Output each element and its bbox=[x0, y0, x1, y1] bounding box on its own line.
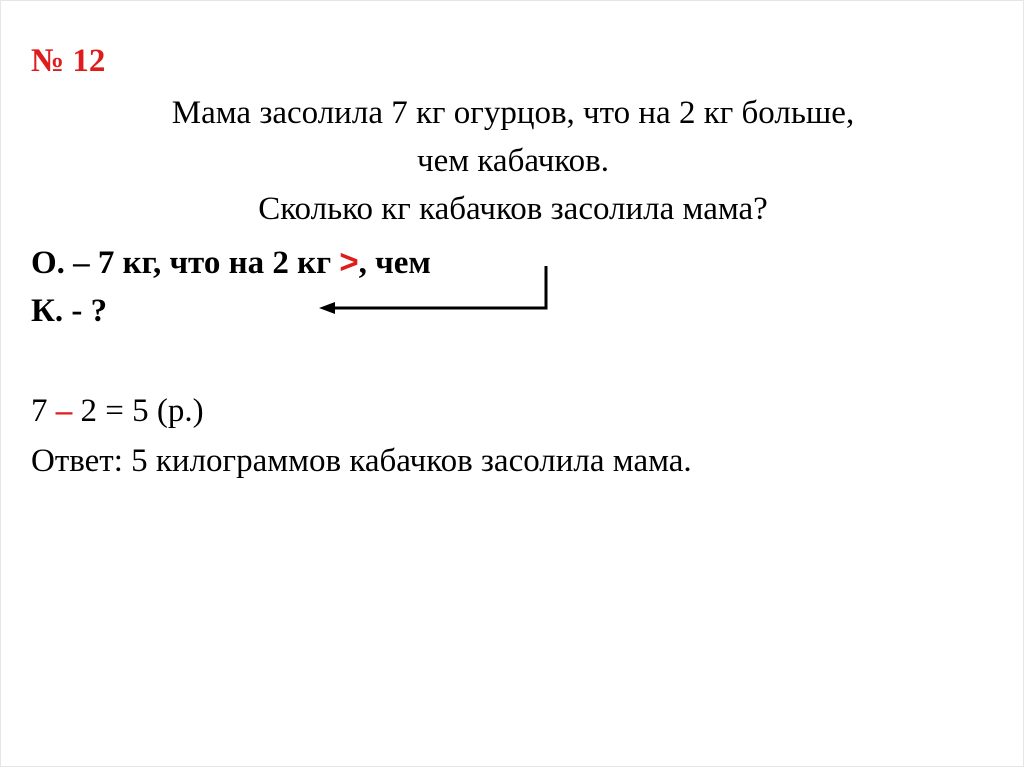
minus-sign: – bbox=[55, 393, 73, 429]
problem-line-3: Сколько кг кабачков засолила мама? bbox=[258, 191, 768, 227]
comparison-arrow bbox=[1, 1, 1024, 768]
solution-right: 2 = 5 (р.) bbox=[72, 393, 204, 429]
greater-than-sign: > bbox=[339, 243, 359, 280]
condition-k-line: К. - ? bbox=[31, 293, 108, 329]
problem-number: № 12 bbox=[31, 43, 106, 79]
condition-o-suffix: , чем bbox=[358, 245, 431, 281]
condition-o-prefix: О. – 7 кг, что на 2 кг bbox=[31, 245, 340, 281]
arrow-head-icon bbox=[319, 302, 335, 314]
solution-left: 7 bbox=[31, 393, 56, 429]
solution-line bbox=[31, 393, 204, 430]
arrow-line bbox=[331, 266, 546, 308]
answer-line: Ответ: 5 килограммов кабачков засолила мама. bbox=[31, 443, 692, 479]
problem-line-2: чем кабачков. bbox=[417, 143, 609, 179]
problem-line-1: Мама засолила 7 кг огурцов, что на 2 кг больше, bbox=[171, 95, 855, 131]
